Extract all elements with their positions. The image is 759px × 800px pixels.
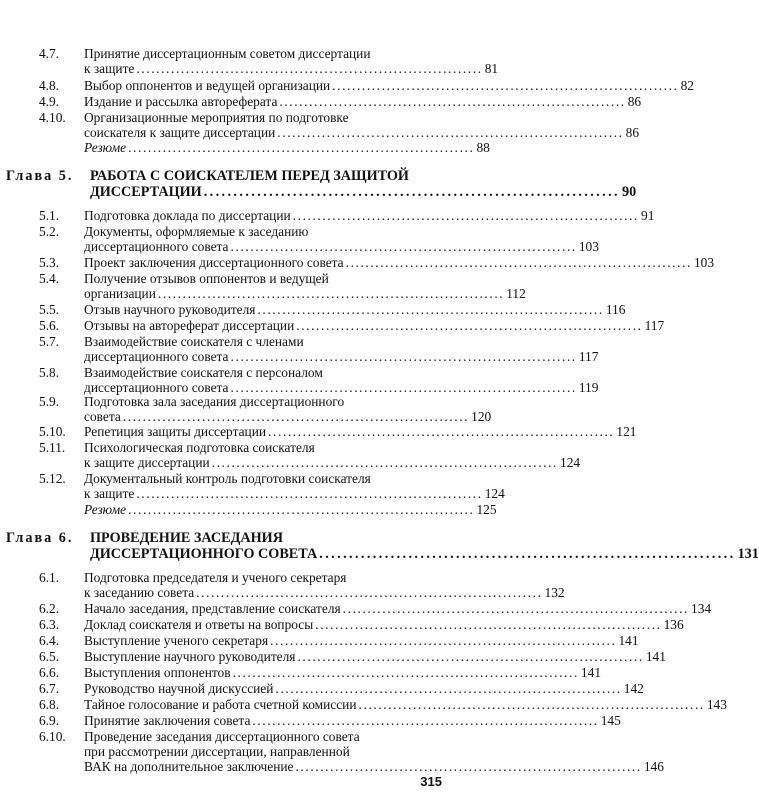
entry-page: 124 (560, 455, 581, 470)
toc-entry-5-9 (39, 394, 492, 424)
entry-page: 142 (623, 681, 644, 696)
leader-dots: ...................................................................... (157, 286, 505, 301)
entry-number: 5.11. (39, 440, 66, 455)
entry-page: 141 (645, 649, 666, 664)
entry-page: 121 (616, 424, 637, 439)
chapter-title-line: ДИССЕРТАЦИОННОГО СОВЕТА (90, 546, 318, 562)
entry-number: 5.3. (39, 255, 60, 270)
chapter-heading-6 (6, 530, 759, 566)
entry-text-last: диссертационного совета (84, 239, 229, 254)
leader-dots: ...................................................................... (230, 239, 577, 254)
entry-text-last: ВАК на дополнительное заключение (84, 759, 294, 774)
leader-dots: ...................................................................... (128, 140, 475, 155)
toc-entry-6-1 (39, 570, 565, 600)
entry-page: 141 (618, 633, 639, 648)
entry-text-line: Подготовка зала заседания диссертационного (84, 394, 345, 409)
toc-entry-6-10 (39, 729, 664, 774)
entry-number: 5.9. (39, 394, 60, 409)
toc-entry-6-2 (39, 601, 712, 616)
leader-dots: ...................................................................... (128, 502, 475, 517)
entry-text-last: диссертационного совета (84, 380, 229, 395)
entry-text-line: Взаимодействие соискателя с членами (84, 334, 304, 349)
leader-dots: ...................................................................... (230, 380, 577, 395)
entry-text-line: Документы, оформляемые к заседанию (84, 224, 309, 239)
entry-page: 134 (691, 601, 712, 616)
entry-number: 5.5. (39, 302, 60, 317)
entry-page: 91 (641, 208, 655, 223)
entry-text-line: Принятие диссертационным советом диссертации (84, 46, 371, 61)
entry-number: 4.9. (39, 94, 60, 109)
leader-dots: ...................................................................... (257, 302, 604, 317)
entry-text-last: совета (84, 409, 121, 424)
toc-entry-4-9 (39, 94, 642, 109)
leader-dots: ...................................................................... (295, 759, 642, 774)
toc-entry-summary-5 (40, 502, 497, 517)
entry-text-last: Доклад соискателя и ответы на вопросы (84, 617, 314, 632)
leader-dots: ...................................................................... (232, 665, 579, 680)
entry-text-line: Документальный контроль подготовки соискателя (84, 471, 371, 486)
toc-entry-5-3 (39, 255, 715, 270)
entry-text-line: Проведение заседания диссертационного совета (84, 729, 360, 744)
entry-text-last: Отзывы на автореферат диссертации (84, 318, 295, 333)
entry-page: 136 (663, 617, 684, 632)
chapter-page: 90 (621, 184, 637, 200)
entry-text-last: к заседанию совета (84, 585, 195, 600)
entry-page: 88 (476, 140, 490, 155)
entry-number: 5.7. (39, 334, 60, 349)
leader-dots: ...................................................................... (136, 61, 483, 76)
entry-page: 103 (578, 239, 599, 254)
entry-text-last: Руководство научной дискуссией (84, 681, 274, 696)
entry-page: 103 (693, 255, 715, 270)
entry-number: 6.5. (39, 649, 60, 664)
leader-dots: ...................................................................... (136, 486, 483, 501)
entry-number: 6.1. (39, 570, 60, 585)
toc-entry-4-10 (39, 110, 640, 140)
leader-dots: ...................................................................... (275, 681, 622, 696)
entry-number: 4.7. (39, 46, 60, 61)
entry-number: 6.3. (39, 617, 60, 632)
toc-entry-6-3 (39, 617, 684, 632)
entry-number: 6.4. (39, 633, 60, 648)
entry-number: 6.10. (39, 729, 66, 744)
entry-page: 112 (506, 286, 526, 301)
entry-text-line: Организационные мероприятия по подготовке (84, 110, 349, 125)
leader-dots: ...................................................................... (297, 649, 644, 664)
entry-text-last: Издание и рассылка автореферата (84, 94, 278, 109)
leader-dots: ...................................................................... (122, 409, 470, 424)
entry-number: 5.4. (39, 271, 60, 286)
toc-entry-6-7 (39, 681, 644, 696)
entry-text-last: организации (84, 286, 156, 301)
entry-page: 86 (627, 94, 642, 109)
entry-text-last: Отзыв научного руководителя (84, 302, 256, 317)
chapter-title-line: РАБОТА С СОИСКАТЕЛЕМ ПЕРЕД ЗАЩИТОЙ (90, 168, 409, 184)
chapter-page: 131 (737, 546, 759, 562)
entry-number: 5.2. (39, 224, 60, 239)
leader-dots: ...................................................................... (315, 617, 662, 632)
entry-page: 116 (605, 302, 626, 317)
entry-text-last: соискателя к защите диссертации (84, 125, 276, 140)
entry-text-last: Выбор оппонентов и ведущей организации (84, 78, 331, 93)
chapter-title-line: ДИССЕРТАЦИИ (90, 184, 202, 200)
entry-text-last: Резюме (84, 502, 127, 517)
entry-text-last: Проект заключения диссертационного совета (84, 255, 344, 270)
leader-dots: ...................................................................... (358, 697, 705, 712)
toc-entry-summary-4 (40, 140, 490, 155)
entry-text-last: Подготовка доклада по диссертации (84, 208, 291, 223)
entry-page: 117 (578, 349, 599, 364)
entry-text-line: Психологическая подготовка соискателя (84, 440, 315, 455)
entry-page: 117 (644, 318, 665, 333)
entry-page: 124 (484, 486, 505, 501)
chapter-heading-5 (6, 168, 637, 204)
leader-dots: ...................................................................... (270, 633, 617, 648)
leader-dots: ...................................................................... (268, 424, 615, 439)
toc-entry-5-2 (39, 224, 599, 254)
entry-text-last: Начало заседания, представление соискателя (84, 601, 341, 616)
entry-text-last: к защите (84, 61, 135, 76)
leader-dots: ...................................................................... (345, 255, 692, 270)
entry-page: 119 (578, 380, 599, 395)
toc-entry-6-6 (39, 665, 602, 680)
entry-number: 6.6. (39, 665, 60, 680)
entry-page: 125 (476, 502, 497, 517)
entry-page: 120 (471, 409, 492, 424)
entry-text-last: к защите диссертации (84, 455, 210, 470)
leader-dots: ...................................................................... (277, 125, 624, 140)
entry-page: 141 (580, 665, 602, 680)
entry-text-line: Подготовка председателя и ученого секретаря (84, 570, 347, 585)
entry-number: 4.8. (39, 78, 60, 93)
toc-entry-5-10 (39, 424, 637, 439)
entry-text-line: Взаимодействие соискателя с персоналом (84, 365, 323, 380)
entry-text-line: при рассмотрении диссертации, направленной (84, 744, 350, 759)
entry-page: 81 (484, 61, 499, 76)
toc-entry-6-8 (39, 697, 727, 712)
leader-dots: ...................................................................... (203, 184, 620, 200)
entry-number: 5.12. (39, 471, 66, 486)
toc-entry-5-8 (39, 365, 599, 395)
leader-dots: ...................................................................... (319, 546, 736, 562)
leader-dots: ...................................................................... (332, 78, 679, 93)
toc-entry-6-9 (39, 713, 621, 728)
entry-page: 86 (625, 125, 640, 140)
entry-number: 5.1. (39, 208, 60, 223)
entry-page: 146 (643, 759, 664, 774)
entry-number: 6.7. (39, 681, 60, 696)
toc-entry-5-1 (39, 208, 655, 223)
leader-dots: ...................................................................... (252, 713, 599, 728)
entry-text-last: Резюме (84, 140, 127, 155)
toc-entry-5-5 (39, 302, 626, 317)
toc-entry-6-4 (39, 633, 639, 648)
entry-number: 5.6. (39, 318, 60, 333)
entry-page: 132 (544, 585, 565, 600)
entry-number: 6.2. (39, 601, 60, 616)
leader-dots: ...................................................................... (292, 208, 640, 223)
leader-dots: ...................................................................... (230, 349, 577, 364)
entry-number: 5.10. (39, 424, 66, 439)
entry-text-last: к защите (84, 486, 135, 501)
entry-page: 145 (600, 713, 621, 728)
leader-dots: ...................................................................... (296, 318, 643, 333)
toc-entry-5-7 (39, 334, 599, 364)
entry-text-last: Репетиция защиты диссертации (84, 424, 267, 439)
entry-text-last: Принятие заключения совета (84, 713, 251, 728)
entry-text-last: Выступление ученого секретаря (84, 633, 269, 648)
toc-entry-5-6 (39, 318, 665, 333)
leader-dots: ...................................................................... (196, 585, 543, 600)
entry-text-line: Получение отзывов оппонентов и ведущей (84, 271, 329, 286)
entry-page: 143 (706, 697, 727, 712)
entry-text-last: Выступление научного руководителя (84, 649, 296, 664)
entry-number: 5.8. (39, 365, 60, 380)
toc-entry-5-12 (39, 471, 505, 501)
entry-number: 4.10. (39, 110, 66, 125)
chapter-label: Глава 5. (6, 168, 74, 184)
toc-entry-5-11 (39, 440, 581, 470)
chapter-title-line: ПРОВЕДЕНИЕ ЗАСЕДАНИЯ (90, 530, 283, 546)
entry-number: 6.8. (39, 697, 60, 712)
page-number: 315 (420, 774, 442, 789)
toc-entry-4-8 (39, 78, 694, 93)
entry-text-last: Тайное голосование и работа счетной комиссии (84, 697, 357, 712)
chapter-label: Глава 6. (6, 530, 74, 546)
entry-text-last: Выступления оппонентов (84, 665, 231, 680)
entry-text-last: диссертационного совета (84, 349, 229, 364)
entry-page: 82 (680, 78, 694, 93)
toc-entry-5-4 (39, 271, 526, 301)
toc-entry-4-7 (39, 46, 499, 76)
toc-entry-6-5 (39, 649, 666, 664)
entry-number: 6.9. (39, 713, 60, 728)
leader-dots: ...................................................................... (279, 94, 626, 109)
leader-dots: ...................................................................... (342, 601, 690, 616)
leader-dots: ...................................................................... (211, 455, 558, 470)
